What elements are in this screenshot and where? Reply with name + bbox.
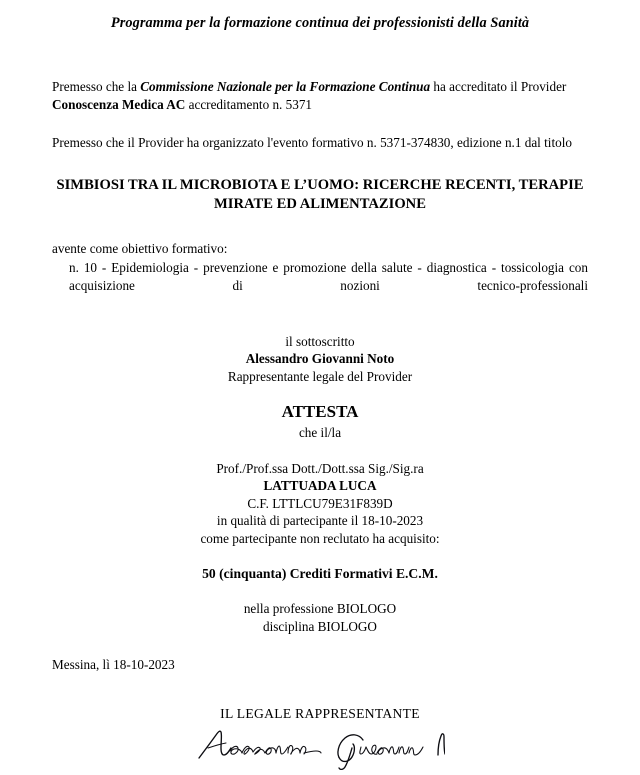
signature-role-label: IL LEGALE RAPPRESENTANTE bbox=[220, 705, 420, 721]
undersigned-role: Rappresentante legale del Provider bbox=[227, 368, 413, 384]
signature-area bbox=[52, 724, 588, 770]
participant-name: LATTUADA LUCA bbox=[263, 478, 377, 494]
commission-name: Commissione Nazionale per la Formazione Continua bbox=[140, 79, 431, 95]
participant-fiscal-code: C.F. LTTLCU79E31F839D bbox=[247, 495, 393, 511]
premesso-text-part-1: Premesso che la bbox=[52, 79, 141, 95]
undersigned-label: il sottoscritto bbox=[285, 333, 355, 349]
undersigned-block bbox=[52, 333, 588, 386]
handwritten-signature-icon bbox=[195, 724, 445, 770]
place-and-date: Messina, lì 18-10-2023 bbox=[52, 656, 175, 672]
event-title: SIMBIOSI TRA IL MICROBIOTA E L’UOMO: RICERCHE RECENTI, TERAPIE MIRATE ED ALIMENTAZIONE bbox=[56, 176, 584, 213]
discipline-line: disciplina BIOLOGO bbox=[263, 618, 377, 634]
objective-intro: avente come obiettivo formativo: bbox=[52, 240, 228, 256]
accreditation-number: accreditamento n. 5371 bbox=[185, 97, 313, 113]
participant-block bbox=[52, 460, 588, 548]
attesta-subtitle: che il/la bbox=[298, 424, 342, 440]
participation-date-line: in qualità di partecipante il 18-10-2023 bbox=[216, 513, 424, 529]
participant-titles: Prof./Prof.ssa Dott./Dott.ssa Sig./Sig.ra bbox=[216, 460, 424, 476]
credits-awarded: 50 (cinquanta) Crediti Formativi E.C.M. bbox=[202, 566, 438, 582]
premesso-text-part-2: ha accreditato il Provider bbox=[430, 79, 567, 95]
premesso-provider-paragraph bbox=[52, 78, 588, 114]
acquired-line: come partecipante non reclutato ha acquisito: bbox=[200, 530, 440, 546]
profession-block bbox=[52, 600, 588, 635]
profession-line: nella professione BIOLOGO bbox=[243, 601, 397, 617]
undersigned-name: Alessandro Giovanni Noto bbox=[245, 351, 395, 367]
page-title: Programma per la formazione continua dei professionisti della Sanità bbox=[110, 15, 530, 31]
premesso-event-paragraph: Premesso che il Provider ha organizzato l'evento formativo n. 5371-374830, edizione n.1 dal titolo bbox=[52, 134, 572, 150]
attesta-heading: ATTESTA bbox=[281, 402, 359, 422]
provider-name: Conoscenza Medica AC bbox=[52, 97, 186, 113]
objective-body: n. 10 - Epidemiologia - prevenzione e promozione della salute - diagnostica - tossicologia con acquisizione di nozioni tecnico-professionali bbox=[69, 259, 588, 294]
